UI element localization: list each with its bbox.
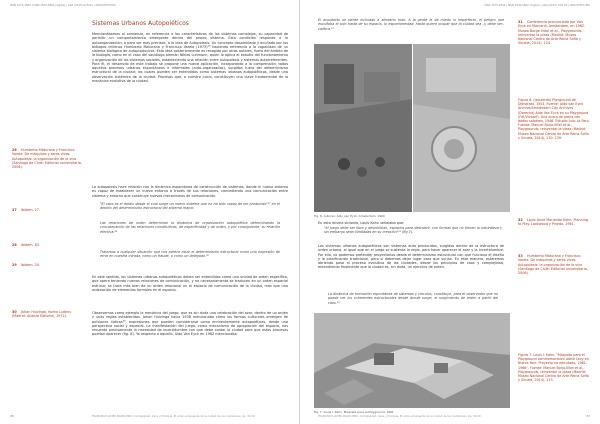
footnote-text: Ibídem, 24. bbox=[21, 263, 40, 267]
footnote-text: Humberto Maturana y Francisco Varela. De máquinas y seres vivos. Autopoiesis: la organización de lo vivo (Santiago de Chile: Editorial universitaria, 2006). bbox=[518, 254, 588, 276]
photo-playground-fig8 bbox=[314, 44, 510, 212]
footnote-27 bbox=[12, 208, 84, 212]
quote-kahn: "el juego debe ser libre y desinhibido, espacios para descubrir, con formas que no tienen la naturaleza y sin embargo sean ilimitadas en su creación"³² (fig.7). bbox=[324, 226, 502, 235]
paragraph-main: Los sistemas urbanos autopoiéticos son sistemas auto producidos, surgidos dentro de la estructura de orden urbano, al igual que en el juego se sustenta la regla, para hacer aparecer el azar y la incertidumbre. Por ello, no podemos pretender proyectarlos desde el determinismo estructural con que funciona el diseño y la planificación tradicional, pero sí debemos dejar lugar para que surjan. En este manera, estaremos abriendo paso al proceso evolutivo de las ciudades, desde los principios de caos y complejidad, entendiendo finalmente que la ciudad es, sin duda, un ejercicio de orden. bbox=[318, 244, 504, 270]
footnote-26 bbox=[12, 148, 84, 169]
footnote-number: 27 bbox=[12, 208, 17, 212]
footnote-text: Ibídem, 27. bbox=[21, 208, 40, 212]
photo-caption-fig8: Fig. 8. Autores: Aldo van Eyck. Amsterdam. 1960 bbox=[314, 214, 385, 218]
quote-van-eyck: El arquitecto se siente inclinado a alinearlo todo. A la gente le da miedo lo imperfecto, el peligro que escoltaba el solo hasta de su espacio, lo espontaneidad: hasta quiere ocupar que la ciudad sea –y debe ser– caótica.³¹ bbox=[318, 18, 504, 31]
quote-1: "El caos es el medio desde el cual surge un nuevo sistema que no ha sido capaz de ser producido"²⁷ en el ámbito del determinismo estructural del sistema mayor. bbox=[100, 202, 280, 211]
section-title: Sistemas Urbanos Autopoiéticos bbox=[92, 20, 189, 27]
footnote-number: 32 bbox=[518, 218, 523, 222]
paragraph-1: Mencionábamos al comienzo, en referencia a las características de los sistemas complejos, su capacidad de permitir un comportamiento emergente dentro del propio sistema. Esta condición responde a la autoorganización, o para ser más precisos, a la idea de Autopoiesis. Un concepto desarrollado y acuñado por los biólogos chilenos Humberto Maturana y Francisco Varela (1973)²⁶ haciendo referencia a la capacidad de un sistema biológico de autoproducirse. Esta idea posteriormente es recogida por otros autores, fuera del ámbito de la biología, como en el caso del sociólogo alemán Niklas Luhmann, quien lo aplica al estudio del funcionamiento y organización de los sistemas sociales, estableciendo una relación entre autopoiesis y sistemas autorreferentes. Para él, el desarrollo de este trabajo se propone una nueva aplicación, incorporando a la comprensión, todos aquellos procesos urbanos espontáneos e informales (auto-organizados), surgidos fuera del determinismo estructural de la ciudad; los cuales pueden ser entendidos como sistemas urbanos autopoiéticos, desde una observación sistémica de la ciudad. Procesos que, a nuestro juicio, constituyen una clave fundamental de la mecánica evolutiva de la ciudad. bbox=[92, 32, 288, 83]
photo-model-fig7 bbox=[314, 313, 510, 408]
footnote-number: 26 bbox=[12, 148, 17, 152]
footnote-number: 33 bbox=[518, 254, 523, 258]
paragraph-4: Observemos como ejemplo la mecánica del juego, que es sin duda una celebración del azar, dentro de un orden y unas reglas establecidas. Johan Huizinga hacia 1938 mencionaba cómo los formas culturales emergen de pulsiones lúdicas³⁰, expresiones que pueden considerarse como eminentemente autopoiéticas, desde una perspectiva social y espacial. La manifestación del juego, como mecanismo de apropiación del espacio, nos recuerda precisamente la necesidad de incertidumbre con que debe contar la ciudad para que estos procesos puedan aparecer (fig. 8). Ya respecto a aquello, Aldo Van Eyck en 1962 mencionaba: bbox=[92, 311, 288, 337]
paragraph-2: La autopoiesis hace relación con la dinámica espontánea de construcción de sistemas, donde el nuevo sistema es capaz de establecer un nuevo entorno a través de sus relaciones, concediendo una comunicación entre sistema y entorno que construye nuevos mecanismos de comunicación. bbox=[92, 185, 288, 198]
footnote-28 bbox=[12, 243, 84, 247]
page-number-right: 37 bbox=[586, 414, 590, 418]
page-number-left: 36 bbox=[10, 414, 14, 418]
footnote-29 bbox=[12, 263, 84, 267]
page-footer-left: FRANCISCO JAVIER PAVAN PINO. Complejidad, Caos y Entropía. El orden emergente de la ciudad de los ciudadanos, pp. 30-39 bbox=[92, 415, 255, 418]
photo-image bbox=[314, 44, 510, 212]
footnote-33 bbox=[518, 254, 590, 275]
paragraph-3: En este sentido, los sistemas urbanos autopoiéticos deben ser entendidos como una unidad de orden específica, que opera teniendo nuevas relaciones de comunicación, y no necesariamente se traducen en un orden espacial estricto; se trata más bien de un orden relacional en el espacio de comunicación de la ciudad, más que una ordenación de elementos formales en el espacio. bbox=[92, 275, 288, 292]
footnote-number: 29 bbox=[12, 263, 17, 267]
right-page bbox=[300, 0, 600, 424]
figure-8-caption: Figura 8. (Izquierda) Playground de Dijkstraat, 1954. Fuente: Aldo van Eyck Archive/Amsterdam City Archives (Derecha) Aldo Van Eyck en su Playground (Fdt/Vivaart). Una acera de arena con dados salobres, 1946. Estudio Julio La Paro. Fuente: Manuel Borja-Villel et al., Playgrounds: reinventar la plaza (Madrid: Museo Nacional Centro de Arte Reina Sofía y Siruela, 2014), 130, 139. bbox=[518, 98, 590, 140]
footnote-number: 31 bbox=[518, 20, 523, 24]
footnote-number: 28 bbox=[12, 243, 17, 247]
photo-image bbox=[314, 313, 510, 408]
footnote-text: Johan Huizinga, Homo Ludens (Madrid: Alianza Editorial, 1972). bbox=[12, 310, 71, 319]
footnote-text: Humberto Maturana y Francisco Varela. De máquinas y seres vivos. Autopoiesis: la organización de lo vivo (Santiago de Chile: Editorial universitaria, 2006). bbox=[12, 148, 82, 170]
photo-caption-fig7: Fig. 7. Louis I. Kahn. Maqueta para el Playground. 1961 bbox=[314, 410, 394, 414]
paragraph-kahn-intro: En esta misma sintonía, Louis Kahn señalaba que: bbox=[318, 221, 405, 225]
quote-2: Las relaciones de orden determinan la dinámica de organización autopoiética determinando la concatenación de las relaciones constitutivas, de especificidad y de orden, y por consiguiente, su relación efectiva.²⁸ bbox=[100, 221, 280, 234]
footnote-text: Conferencia pronunciada por Van Eyck en Marcardi, Amsterdam, en 1962. Museo Borge Vidal et al., Playgrounds: reinventar la plaza (Madrid: Museo Nacional Centro de Arte Reina Sofía y Siruela, 2014), 124. bbox=[518, 20, 586, 46]
quote-bottom: La dinámica de formación espontánea de sistemas y vínculos, constituye, para el observador que no puede ver los coherentes estructurales desde donde surge, el surgimiento de orden a partir del caos.³³ bbox=[328, 292, 498, 305]
footnote-31 bbox=[518, 20, 590, 46]
figure-7-caption: Figura 7. Louis I. Kahn. "Maqueta para el Playground commemorativo Adele Levy en Nueva York. Proyecto no ejecutado, 1961-1966". Fuente: Manuel Borja-Villel et al., Playgrounds, reinventar la plaza (Madrid: Museo Nacional Centro de Arte Reina Sofía y Siruela, 2014), 113. bbox=[518, 353, 589, 383]
quote-3: Tratamos a cualquier situación que nos parece estar el determinismo estructural como una expresión de errar en nuestra mirada, como un fraude, o como un delegado.²⁹ bbox=[100, 250, 280, 259]
running-head-left: ISSN 1575-2844 | ISSN 2530-5662 (digital) | A&P (2015) SYN 03 | ARQUITECTURA bbox=[10, 4, 116, 7]
footnote-text: Louis Anne Moriondo Kahn. Planning to Play. Lookwood y Pinedo. 1961. bbox=[518, 218, 588, 227]
footnote-30 bbox=[12, 310, 84, 319]
footnote-text: Ibídem, 83. bbox=[21, 243, 40, 247]
footnote-number: 30 bbox=[12, 310, 17, 314]
running-head-right: ISSN 1575-2844 | ISSN 2530-5662 (digital) | A&P (2015) SYN 03 | ARQUITECTURA bbox=[484, 4, 590, 7]
page-footer-right: FRANCISCO JAVIER PAVAN PINO. Complejidad, Caos y Entropía. El orden emergente de la ciudad de los ciudadanos, pp. 30-39 bbox=[318, 415, 481, 418]
footnote-32 bbox=[518, 218, 590, 227]
